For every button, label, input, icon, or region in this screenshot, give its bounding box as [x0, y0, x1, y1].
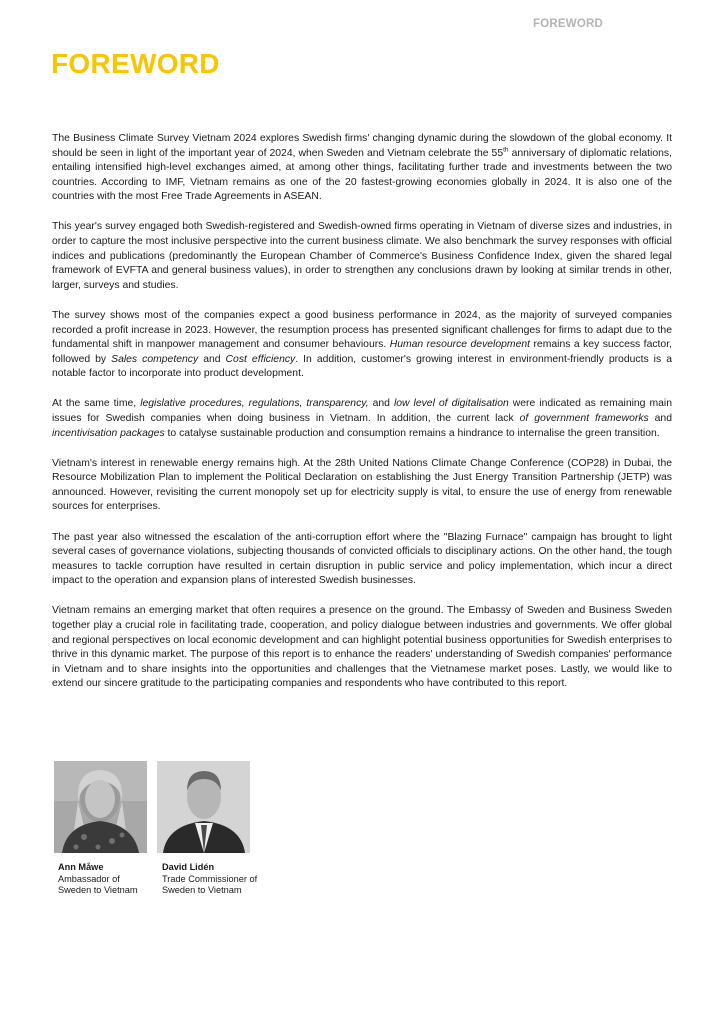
- signature-block-ann-mawe: [58, 862, 138, 897]
- paragraph-performance: The survey shows most of the companies expect a good business performance in 2024, as the majority of surveyed companies recorded a profit increase in 2023. However, the resumption process has presented significant challenges for firms to adapt due to the fundamental shift in manpower management and consumer behaviours. Human resource development remains a key success factor, followed by Sales competency and Cost efficiency. In addition, customer's growing interest in environment-friendly products is a notable factor to incorporate into product development.: [52, 309, 672, 380]
- paragraph-issues: At the same time, legislative procedures, regulations, transparency, and low level of digitalisation were indicated as remaining main issues for Swedish companies when doing business in Vietnam. In addition, the current lack of government frameworks and incentivisation packages to catalyse sustainable production and consumption remains a hindrance to internalise the green transition.: [52, 398, 672, 439]
- paragraph-closing: Vietnam remains an emerging market that often requires a presence on the ground. The Embassy of Sweden and Business Sweden together play a crucial role in facilitating trade, cooperation, and policy dialogue between industries and governments. We offer global and regional perspectives on local economic development and can highlight potential business opportunities for Swedish enterprises to thrive in this dynamic market. The purpose of this report is to enhance the readers' understanding of Swedish companies' performance in Vietnam and to share insights into the opportunities and challenges that the Vietnamese market poses. Lastly, we would like to extend our sincere gratitude to the participating companies and respondents who have contributed to this report.: [52, 605, 672, 690]
- signatory-role: Ambassador of: [58, 873, 120, 884]
- paragraph-anti-corruption: The past year also witnessed the escalation of the anti-corruption effort where the "Blazing Furnace" campaign has brought to light several cases of governance violations, subjecting thousands of convicted officials to disciplinary actions. On the other hand, the tough measures to tackle corruption have resulted in certain disruption in public service and policy implementation, which incur a direct impact to the operation and expansion plans of interested Swedish businesses.: [52, 531, 672, 587]
- signatory-role: Sweden to Vietnam: [162, 885, 242, 896]
- portrait-photo-ann-mawe: [54, 761, 147, 853]
- signatory-role: Sweden to Vietnam: [58, 885, 138, 896]
- paragraph-survey-scope: This year's survey engaged both Swedish-registered and Swedish-owned firms operating in Vietnam of diverse sizes and industries, in order to capture the most inclusive perspective into the current business climate. We also benchmark the survey responses with official indices and publications (predominantly the European Chamber of Commerce's Business Confidence Index, given the shared legal framework of EVFTA and general business values), in order to strengthen any conclusions drawn by looking at similar trends in other, larger, surveys and studies.: [52, 221, 672, 291]
- signatory-role: Trade Commissioner of: [162, 873, 258, 884]
- signature-block-david-liden: [162, 862, 257, 897]
- portrait-photo-david-liden: [157, 761, 250, 853]
- paragraph-intro: The Business Climate Survey Vietnam 2024 explores Swedish firms' changing dynamic during the slowdown of the global economy. It should be seen in light of the important year of 2024, when Sweden and Vietnam celebrate the 55th anniversary of diplomatic relations, entailing intensified high-level exchanges aimed, at among other things, facilitating further trade and investments between the two countries. According to IMF, Vietnam remains as one of the 20 fastest-growing economies globally in 2024. It is also one of the countries with the most Free Trade Agreements in ASEAN.: [52, 133, 672, 203]
- page-title: FOREWORD: [51, 48, 220, 79]
- foreword-body: [52, 132, 672, 708]
- running-header: FOREWORD: [533, 18, 603, 30]
- signatory-name: David Lidén: [162, 862, 215, 872]
- signatory-name: Ann Måwe: [58, 862, 104, 872]
- paragraph-renewable-energy: Vietnam's interest in renewable energy remains high. At the 28th United Nations Climate Change Conference (COP28) in Dubai, the Resource Mobilization Plan to implement the Political Declaration on establishing the Just Energy Transition Partnership (JETP) was announced. However, revisiting the current monopoly set up for electricity supply is vital, to ensure the use of energy from renewable sources for enterprises.: [52, 457, 672, 513]
